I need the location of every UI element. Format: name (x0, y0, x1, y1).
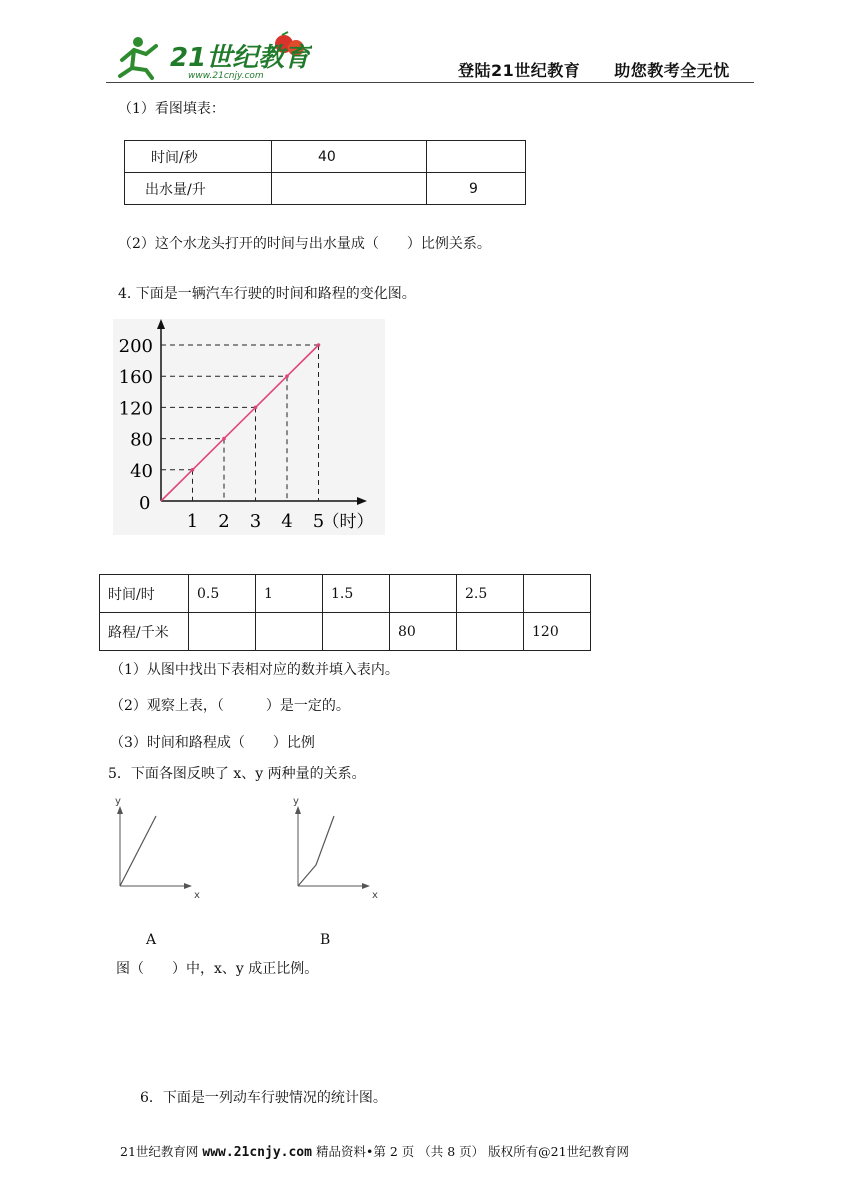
site-logo (112, 30, 312, 82)
q4-chart (113, 319, 385, 535)
q5-caption-b: B (320, 932, 331, 948)
series-line (120, 816, 156, 886)
footer-page: 第 2 页 (373, 1144, 415, 1159)
q6-title: 6．下面是一列动车行驶情况的统计图。 (140, 1090, 387, 1106)
q4-table (99, 574, 591, 651)
logo-url: www.21cnjy.com (188, 71, 264, 81)
table-cell (390, 575, 457, 613)
footer-site: 21世纪教育网 (120, 1144, 199, 1159)
table-cell: 路程/千米 (100, 613, 189, 651)
y-axis-arrow (295, 806, 301, 814)
x-axis-label: （时） (322, 512, 374, 532)
slogan-left: 登陆21世纪教育 (458, 61, 581, 80)
origin-label: 0 (139, 493, 151, 514)
x-tick-label: 5 (312, 511, 325, 532)
table-row (125, 173, 526, 205)
y-tick-label: 120 (118, 398, 153, 420)
table-cell: 2.5 (457, 575, 524, 613)
q5-question: 图（ ）中，x、y 成正比例。 (116, 961, 319, 977)
header-divider (106, 82, 754, 83)
table-cell: 120 (524, 613, 591, 651)
footer-total: （共 8 页） (418, 1144, 485, 1159)
q4-part2: （2）观察上表，（ ）是一定的。 (110, 698, 350, 714)
table-cell: 80 (390, 613, 457, 651)
q5-title: 5．下面各图反映了 x、y 两种量的关系。 (108, 766, 366, 782)
y-tick-label: 200 (118, 336, 153, 357)
y-axis-label: y (293, 796, 299, 807)
q5-chart-a (108, 792, 208, 904)
q5-chart-b (286, 792, 386, 904)
y-axis-arrow (117, 806, 123, 814)
q4-part1: （1）从图中找出下表相对应的数并填入表内。 (110, 662, 399, 678)
logo-wordmark: 21世纪教育 (170, 43, 311, 73)
x-tick-label: 3 (249, 511, 262, 532)
table-cell (457, 613, 524, 651)
page-footer: 21世纪教育网 www.21cnjy.com 精品资料•第 2 页 （共 8 页） 版权所有@21世纪教育网 (120, 1144, 630, 1160)
footer-copyright: 版权所有@21世纪教育网 (488, 1144, 630, 1159)
table-cell: 时间/时 (100, 575, 189, 613)
x-axis-label: x (372, 890, 378, 901)
series-line (298, 816, 334, 886)
x-tick-label: 1 (186, 511, 199, 532)
table-cell: 1 (256, 575, 323, 613)
footer-label: 精品资料 (315, 1144, 366, 1159)
q4-part3: （3）时间和路程成（ ）比例 (110, 735, 315, 751)
x-axis-arrow (184, 883, 192, 889)
q5-caption-a: A (146, 932, 157, 948)
q3-part1: （1）看图填表： (118, 101, 225, 117)
x-axis-arrow (362, 883, 370, 889)
y-tick-label: 160 (118, 367, 153, 389)
q3-table (124, 140, 526, 205)
table-cell: 出水量/升 (125, 173, 272, 205)
table-cell (256, 613, 323, 651)
header-slogan (458, 58, 730, 81)
table-cell (189, 613, 256, 651)
table-row (100, 575, 591, 613)
table-cell (323, 613, 390, 651)
footer-url[interactable]: www.21cnjy.com (202, 1145, 312, 1160)
x-axis-label: x (194, 890, 200, 901)
table-row (100, 613, 591, 651)
x-tick-label: 4 (281, 511, 293, 532)
table-cell: 9 (427, 173, 526, 205)
y-tick-label: 40 (130, 460, 153, 482)
slogan-right: 助您教考全无忧 (614, 61, 730, 80)
y-tick-label: 80 (130, 429, 153, 451)
table-cell: 40 (272, 141, 427, 173)
table-row (125, 141, 526, 173)
q4-title: 4. 下面是一辆汽车行驶的时间和路程的变化图。 (118, 286, 416, 302)
x-tick-label: 2 (218, 511, 230, 532)
table-cell (524, 575, 591, 613)
y-axis-label: y (115, 796, 121, 807)
table-cell: 1.5 (323, 575, 390, 613)
table-cell (427, 141, 526, 173)
table-cell: 0.5 (189, 575, 256, 613)
chart-background (113, 319, 385, 535)
q3-part2: （2）这个水龙头打开的时间与出水量成（ ）比例关系。 (118, 236, 491, 252)
table-cell: 时间/秒 (125, 141, 272, 173)
table-cell (272, 173, 427, 205)
